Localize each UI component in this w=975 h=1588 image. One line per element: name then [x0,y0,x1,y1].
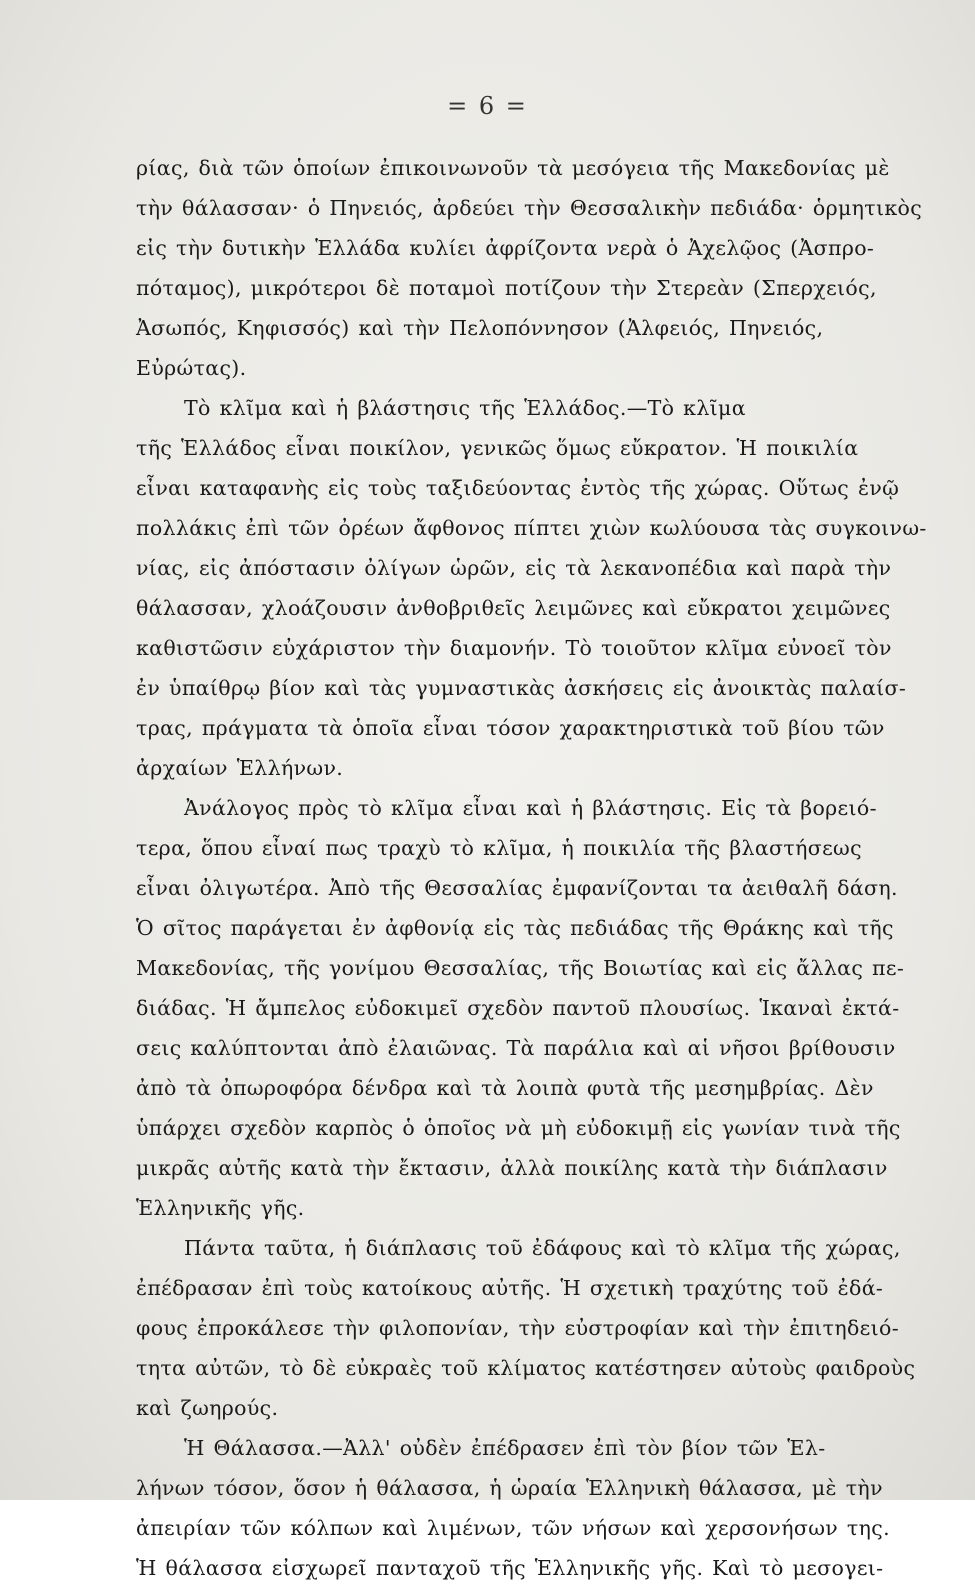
text-line: Τὸ κλῖμα καὶ ἡ βλάστησις τῆς Ἑλλάδος.—Τὸ κλῖμα [184,396,746,420]
text-line: Ἀνάλογος πρὸς τὸ κλῖμα εἶναι καὶ ἡ βλάστησις. Εἰς τὰ βορειό- [184,796,877,820]
text-line: πολλάκις ἐπὶ τῶν ὀρέων ἄφθονος πίπτει χιὼν κωλύουσα τὰς συγκοινω- [136,516,927,540]
text-line: Ἡ θάλασσα εἰσχωρεῖ πανταχοῦ τῆς Ἑλληνικῆς γῆς. Καὶ τὸ μεσογει- [136,1556,884,1580]
text-line: νίας, εἰς ἀπόστασιν ὀλίγων ὡρῶν, εἰς τὰ λεκανοπέδια καὶ παρὰ τὴν [136,556,892,580]
text-line: Μακεδονίας, τῆς γονίμου Θεσσαλίας, τῆς Βοιωτίας καὶ εἰς ἄλλας πε- [136,956,905,980]
text-line: τῆς Ἑλλάδος εἶναι ποικίλον, γενικῶς ὅμως εὔκρατον. Ἡ ποικιλία [136,436,859,460]
text-line: εἶναι ὀλιγωτέρα. Ἀπὸ τῆς Θεσσαλίας ἐμφανίζονται τα ἀειθαλῆ δάση. [136,876,898,900]
text-line: Ἀσωπός, Κηφισσός) καὶ τὴν Πελοπόννησον (Ἀλφειός, Πηνειός, [136,316,824,340]
text-line: τερα, ὅπου εἶναί πως τραχὺ τὸ κλῖμα, ἡ ποικιλία τῆς βλαστήσεως [136,836,862,860]
text-line: ἀπειρίαν τῶν κόλπων καὶ λιμένων, τῶν νήσων καὶ χερσονήσων της. [136,1516,890,1540]
text-line: καὶ ζωηρούς. [136,1396,279,1420]
text-line: μικρᾶς αὐτῆς κατὰ τὴν ἔκτασιν, ἀλλὰ ποικίλης κατὰ τὴν διάπλασιν [136,1156,888,1180]
text-line: λήνων τόσον, ὅσον ἡ θάλασσα, ἡ ὡραία Ἑλληνικὴ θάλασσα, μὲ τὴν [136,1476,883,1500]
text-line: πόταμος), μικρότεροι δὲ ποταμοὶ ποτίζουν τὴν Στερεὰν (Σπερχειός, [136,276,877,300]
page-number: = 6 = [447,92,528,120]
text-line: ὑπάρχει σχεδὸν καρπὸς ὁ ὁποῖος νὰ μὴ εὐδοκιμῇ εἰς γωνίαν τινὰ τῆς [136,1116,901,1140]
text-line: τρας, πράγματα τὰ ὁποῖα εἶναι τόσον χαρακτηριστικὰ τοῦ βίου τῶν [136,716,885,740]
text-line: Ἑλληνικῆς γῆς. [136,1196,305,1220]
text-line: ἐπέδρασαν ἐπὶ τοὺς κατοίκους αὐτῆς. Ἡ σχετικὴ τραχύτης τοῦ ἐδά- [136,1276,884,1300]
text-line: καθιστῶσιν εὐχάριστον τὴν διαμονήν. Τὸ τοιοῦτον κλῖμα εὐνοεῖ τὸν [136,636,892,660]
text-line: τὴν θάλασσαν· ὁ Πηνειός, ἀρδεύει τὴν Θεσσαλικὴν πεδιάδα· ὁρμητικὸς [136,196,923,220]
text-line: ρίας, διὰ τῶν ὁποίων ἐπικοινωνοῦν τὰ μεσόγεια τῆς Μακεδονίας μὲ [136,156,890,180]
text-line: Ὁ σῖτος παράγεται ἐν ἀφθονίᾳ εἰς τὰς πεδιάδας τῆς Θράκης καὶ τῆς [136,916,894,940]
text-line: σεις καλύπτονται ἀπὸ ἐλαιῶνας. Τὰ παράλια καὶ αἱ νῆσοι βρίθουσιν [136,1036,896,1060]
text-line: Εὐρώτας). [136,356,247,380]
text-line: Ἡ Θάλασσα.—Ἀλλ' οὐδὲν ἐπέδρασεν ἐπὶ τὸν βίον τῶν Ἑλ- [184,1436,826,1460]
text-body [136,148,936,1588]
text-line: ἐν ὑπαίθρῳ βίον καὶ τὰς γυμναστικὰς ἀσκήσεις εἰς ἀνοικτὰς παλαίσ- [136,676,907,700]
text-line: εἶναι καταφανὴς εἰς τοὺς ταξιδεύοντας ἐντὸς τῆς χώρας. Οὕτως ἐνῷ [136,476,900,500]
text-line: τητα αὐτῶν, τὸ δὲ εὐκραὲς τοῦ κλίματος κατέστησεν αὐτοὺς φαιδροὺς [136,1356,916,1380]
text-line: ἀπὸ τὰ ὀπωροφόρα δένδρα καὶ τὰ λοιπὰ φυτὰ τῆς μεσημβρίας. Δὲν [136,1076,874,1100]
text-line: Πάντα ταῦτα, ἡ διάπλασις τοῦ ἐδάφους καὶ τὸ κλῖμα τῆς χώρας, [184,1236,901,1260]
text-line: εἰς τὴν δυτικὴν Ἑλλάδα κυλίει ἀφρίζοντα νερὰ ὁ Ἀχελῷος (Ἀσπρο- [136,236,875,260]
text-line: φους ἐπροκάλεσε τὴν φιλοπονίαν, τὴν εὐστροφίαν καὶ τὴν ἐπιτηδειό- [136,1316,899,1340]
text-line: ἀρχαίων Ἑλλήνων. [136,756,344,780]
text-line: διάδας. Ἡ ἄμπελος εὐδοκιμεῖ σχεδὸν παντοῦ πλουσίως. Ἱκαναὶ ἐκτά- [136,996,900,1020]
text-line: θάλασσαν, χλοάζουσιν ἀνθοβριθεῖς λειμῶνες καὶ εὔκρατοι χειμῶνες [136,596,891,620]
